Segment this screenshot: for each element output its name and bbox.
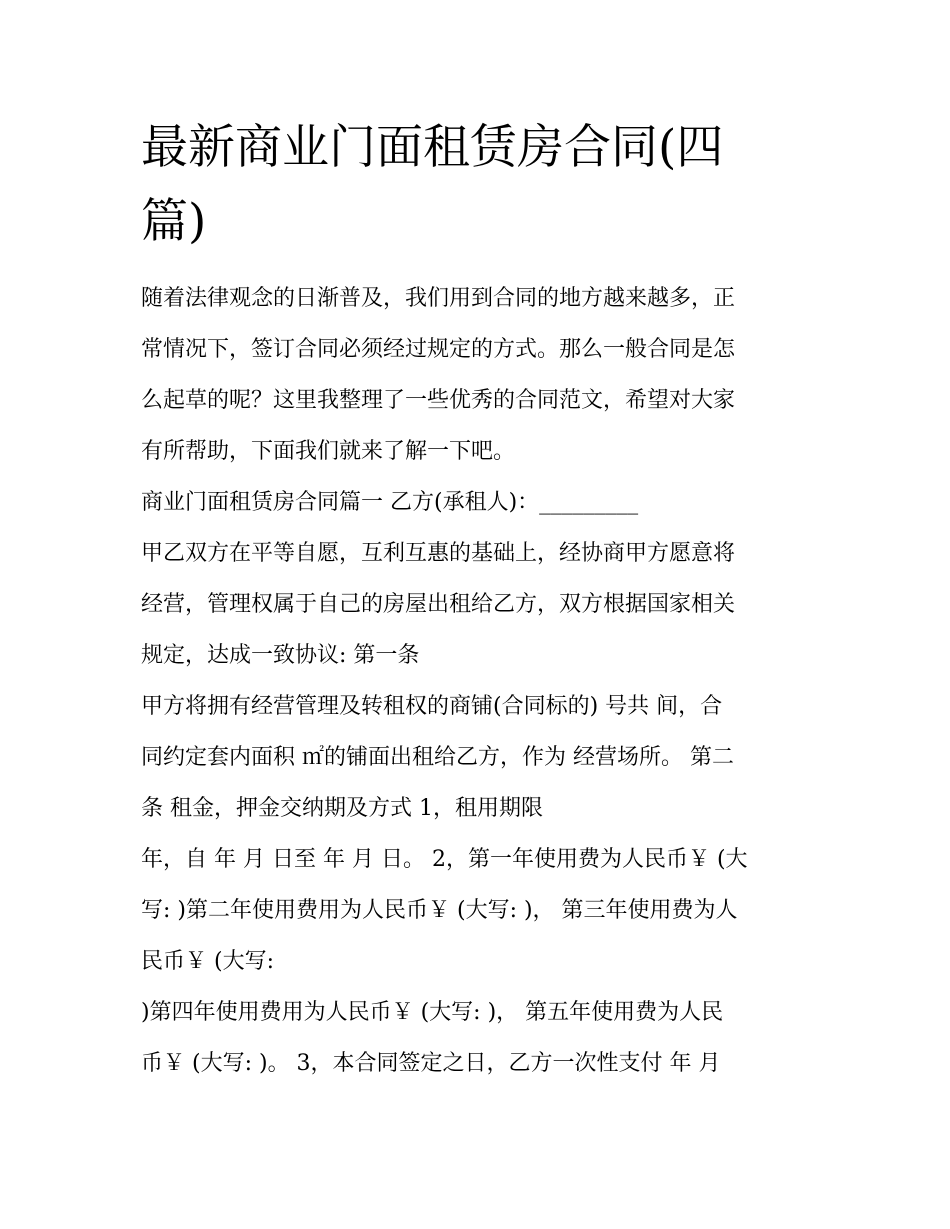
title-line: 篇)	[141, 194, 207, 249]
text-line: 币￥ (大写: )。 3，本合同签定之日，乙方一次性支付 年 月	[141, 1051, 721, 1076]
text-line: 年，自 年 月 日至 年 月 日。 2，第一年使用费为人民币￥ (大	[141, 847, 748, 872]
paragraph-contract-heading	[141, 477, 821, 528]
text-line: )第四年使用费用为人民币￥ (大写: )， 第五年使用费为人民	[141, 1000, 724, 1025]
paragraph-rent-term	[141, 834, 821, 987]
text-line: 甲方将拥有经营管理及转租权的商铺(合同标的) 号共 间，合	[141, 694, 723, 719]
text-line: 写: )第二年使用费用为人民币￥ (大写: )， 第三年使用费为人	[141, 898, 738, 923]
body-text	[141, 273, 821, 1089]
text-line: 有所帮助，下面我们就来了解一下吧。	[141, 439, 516, 464]
document-title	[141, 111, 821, 259]
text-line: 甲乙双方在平等自愿，互利互惠的基础上，经协商甲方愿意将	[141, 541, 736, 566]
text-line: 常情况下，签订合同必须经过规定的方式。那么一般合同是怎	[141, 337, 736, 362]
text-line: 么起草的呢？这里我整理了一些优秀的合同范文，希望对大家	[141, 388, 736, 413]
text-line: 随着法律观念的日渐普及，我们用到合同的地方越来越多，正	[141, 286, 736, 311]
title-line: 最新商业门面租赁房合同(四	[141, 120, 724, 175]
paragraph-agreement	[141, 528, 821, 681]
text-line: 民币￥ (大写:	[141, 949, 274, 974]
paragraph-rent-fees	[141, 987, 821, 1089]
text-line: 规定，达成一致协议: 第一条	[141, 643, 420, 668]
paragraph-intro	[141, 273, 821, 477]
text-line: 同约定套内面积 ㎡的铺面出租给乙方，作为 经营场所。 第二	[141, 745, 734, 770]
text-line: 商业门面租赁房合同篇一 乙方(承租人)：_________	[141, 490, 639, 515]
paragraph-article-one	[141, 681, 821, 834]
text-line: 条 租金，押金交纳期及方式 1，租用期限	[141, 796, 543, 821]
text-line: 经营，管理权属于自己的房屋出租给乙方，双方根据国家相关	[141, 592, 736, 617]
